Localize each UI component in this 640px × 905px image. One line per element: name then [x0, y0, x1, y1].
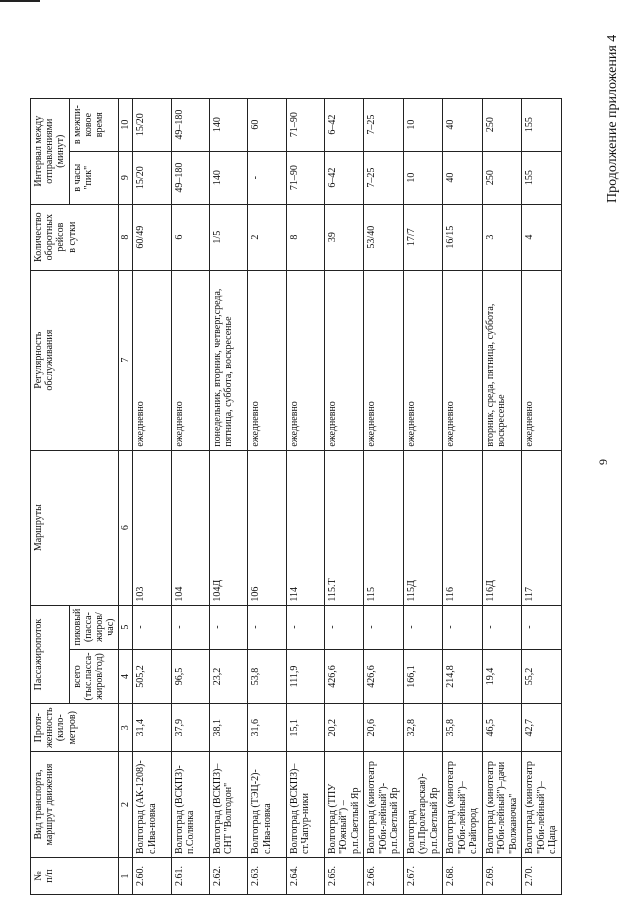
table-row — [443, 98, 483, 894]
flow-total: 55,2 — [522, 649, 562, 704]
flow-peak: - — [248, 605, 286, 649]
flow-peak: - — [522, 605, 562, 649]
route-number: 115.Т — [324, 450, 364, 605]
interval-peak: 10 — [403, 151, 443, 204]
header-regularity: Регулярность обслуживания — [31, 270, 119, 450]
flow-peak: - — [324, 605, 364, 649]
flow-total: 426,6 — [364, 649, 404, 704]
route-number: 104 — [171, 450, 209, 605]
interval-offpeak: 60 — [248, 98, 286, 151]
flow-peak: - — [364, 605, 404, 649]
interval-offpeak: 140 — [209, 98, 247, 151]
route-number: 106 — [248, 450, 286, 605]
interval-offpeak: 10 — [403, 98, 443, 151]
trips-per-day: 4 — [522, 204, 562, 270]
row-number: 2.64. — [286, 858, 324, 895]
route-length: 20,6 — [364, 704, 404, 752]
col-number: 6 — [119, 450, 133, 605]
table-row — [364, 98, 404, 894]
route-name: Волгоград (кинотеатр "Юби-лейный")–дачи "Волжаночка" — [482, 752, 522, 858]
route-length: 31,6 — [248, 704, 286, 752]
route-number: 116 — [443, 450, 483, 605]
col-number: 9 — [119, 151, 133, 204]
col-number: 5 — [119, 605, 133, 649]
trips-per-day: 60/49 — [133, 204, 171, 270]
trips-per-day: 1/5 — [209, 204, 247, 270]
interval-peak: 40 — [443, 151, 483, 204]
regularity: ежедневно — [364, 270, 404, 450]
row-number: 2.61. — [171, 858, 209, 895]
header-trips: Количество оборотных рейсов в сутки — [31, 204, 119, 270]
interval-offpeak: 71–90 — [286, 98, 324, 151]
flow-peak: - — [209, 605, 247, 649]
header-length: Протя- женность (кило- метров) — [31, 704, 119, 752]
trips-per-day: 53/40 — [364, 204, 404, 270]
route-name: Волгоград (ул.Пролетарская)-р.п.Светлый Яр — [403, 752, 443, 858]
interval-offpeak: 40 — [443, 98, 483, 151]
route-length: 38,1 — [209, 704, 247, 752]
continuation-title: Продолжение приложения 4 — [605, 34, 620, 203]
trips-per-day: 6 — [171, 204, 209, 270]
route-name: Волгоград (ТПУ "Южный") – р.п.Светлый Яр — [324, 752, 364, 858]
col-number: 4 — [119, 649, 133, 704]
route-number: 104Д — [209, 450, 247, 605]
route-length: 42,7 — [522, 704, 562, 752]
table-row — [248, 98, 286, 894]
interval-peak: 49–180 — [171, 151, 209, 204]
route-number: 116Д — [482, 450, 522, 605]
table-row — [482, 98, 522, 894]
header-num: № п/п — [31, 858, 119, 895]
route-name: Волгоград (ВСКПЗ)–СНТ "Волгодон" — [209, 752, 247, 858]
table-row — [133, 98, 171, 894]
interval-peak: 140 — [209, 151, 247, 204]
header-interval: Интервал между отправлениями (минут) — [31, 98, 70, 204]
flow-total: 166,1 — [403, 649, 443, 704]
regularity: ежедневно — [133, 270, 171, 450]
interval-peak: - — [248, 151, 286, 204]
header-flow-total: всего (тыс.пасса- жиров/год) — [69, 649, 119, 704]
routes-table — [30, 98, 562, 895]
interval-offpeak: 7–25 — [364, 98, 404, 151]
trips-per-day: 2 — [248, 204, 286, 270]
interval-peak: 15/20 — [133, 151, 171, 204]
table-row — [171, 98, 209, 894]
route-length: 35,8 — [443, 704, 483, 752]
flow-peak: - — [482, 605, 522, 649]
flow-peak: - — [171, 605, 209, 649]
trips-per-day: 8 — [286, 204, 324, 270]
table-row — [286, 98, 324, 894]
regularity: ежедневно — [443, 270, 483, 450]
interval-peak: 7–25 — [364, 151, 404, 204]
route-number: 114 — [286, 450, 324, 605]
regularity: ежедневно — [403, 270, 443, 450]
row-number: 2.69. — [482, 858, 522, 895]
regularity: ежедневно — [324, 270, 364, 450]
col-number: 8 — [119, 204, 133, 270]
header-routes: Маршруты — [31, 450, 119, 605]
flow-total: 505,2 — [133, 649, 171, 704]
flow-peak: - — [286, 605, 324, 649]
header-interval-peak: в часы "пик" — [69, 151, 119, 204]
table-row — [403, 98, 443, 894]
flow-total: 19,4 — [482, 649, 522, 704]
header-flow: Пассажиропоток — [31, 605, 70, 704]
trips-per-day: 3 — [482, 204, 522, 270]
row-number: 2.65. — [324, 858, 364, 895]
route-name: Волгоград (кинотеатр "Юби-лейный")-р.п.Светлый Яр — [364, 752, 404, 858]
flow-total: 53,8 — [248, 649, 286, 704]
route-number: 117 — [522, 450, 562, 605]
col-number: 2 — [119, 752, 133, 858]
route-length: 32,8 — [403, 704, 443, 752]
route-name: Волгоград (ТЭЦ-2)-с.Ива-новка — [248, 752, 286, 858]
interval-offpeak: 155 — [522, 98, 562, 151]
col-number: 7 — [119, 270, 133, 450]
regularity: ежедневно — [286, 270, 324, 450]
flow-total: 23,2 — [209, 649, 247, 704]
route-length: 15,1 — [286, 704, 324, 752]
flow-total: 214,8 — [443, 649, 483, 704]
route-name: Волгоград (ВСКПЗ)-п.Солянка — [171, 752, 209, 858]
route-number: 103 — [133, 450, 171, 605]
col-number: 3 — [119, 704, 133, 752]
regularity: ежедневно — [171, 270, 209, 450]
route-length: 20,2 — [324, 704, 364, 752]
flow-peak: - — [133, 605, 171, 649]
regularity: ежедневно — [248, 270, 286, 450]
header-interval-offpeak: в межпи- ковое время — [69, 98, 119, 151]
flow-total: 96,5 — [171, 649, 209, 704]
route-name: Волгоград (кинотеатр "Юби-лейный")–с.Райгород — [443, 752, 483, 858]
row-number: 2.67. — [403, 858, 443, 895]
interval-offpeak: 15/20 — [133, 98, 171, 151]
interval-peak: 155 — [522, 151, 562, 204]
trips-per-day: 17/7 — [403, 204, 443, 270]
interval-offpeak: 250 — [482, 98, 522, 151]
header-flow-peak: пиковый (пасса- жиров/час) — [69, 605, 119, 649]
col-number: 1 — [119, 858, 133, 895]
table-row — [522, 98, 562, 894]
trips-per-day: 16/15 — [443, 204, 483, 270]
row-number: 2.70. — [522, 858, 562, 895]
route-name: Волгоград (ВСКПЗ)–ст.Чапур-ники — [286, 752, 324, 858]
page-number: 9 — [596, 459, 610, 465]
row-number: 2.62. — [209, 858, 247, 895]
route-length: 46,5 — [482, 704, 522, 752]
route-length: 31,4 — [133, 704, 171, 752]
row-number: 2.63. — [248, 858, 286, 895]
route-number: 115 — [364, 450, 404, 605]
table-row — [209, 98, 247, 894]
column-number-row — [119, 98, 133, 894]
flow-total: 111,9 — [286, 649, 324, 704]
route-number: 115Д — [403, 450, 443, 605]
interval-peak: 71–90 — [286, 151, 324, 204]
regularity: ежедневно — [522, 270, 562, 450]
flow-peak: - — [403, 605, 443, 649]
route-name: Волгоград (кинотеатр "Юби-лейный")–с.Цаца — [522, 752, 562, 858]
interval-offpeak: 49–180 — [171, 98, 209, 151]
interval-peak: 6–42 — [324, 151, 364, 204]
header-route: Вид транспорта, маршрут движения — [31, 752, 119, 858]
interval-peak: 250 — [482, 151, 522, 204]
row-number: 2.66. — [364, 858, 404, 895]
table-row — [324, 98, 364, 894]
row-number: 2.60. — [133, 858, 171, 895]
trips-per-day: 39 — [324, 204, 364, 270]
route-length: 37,9 — [171, 704, 209, 752]
flow-total: 426,6 — [324, 649, 364, 704]
regularity: вторник, среда, пятница, суббота, воскресенье — [482, 270, 522, 450]
interval-offpeak: 6–42 — [324, 98, 364, 151]
flow-peak: - — [443, 605, 483, 649]
row-number: 2.68. — [443, 858, 483, 895]
route-name: Волгоград (АК-1208)-с.Ива-новка — [133, 752, 171, 858]
regularity: понедельник, вторник, четверг,среда, пятница, суббота, воскресенье — [209, 270, 247, 450]
col-number: 10 — [119, 98, 133, 151]
